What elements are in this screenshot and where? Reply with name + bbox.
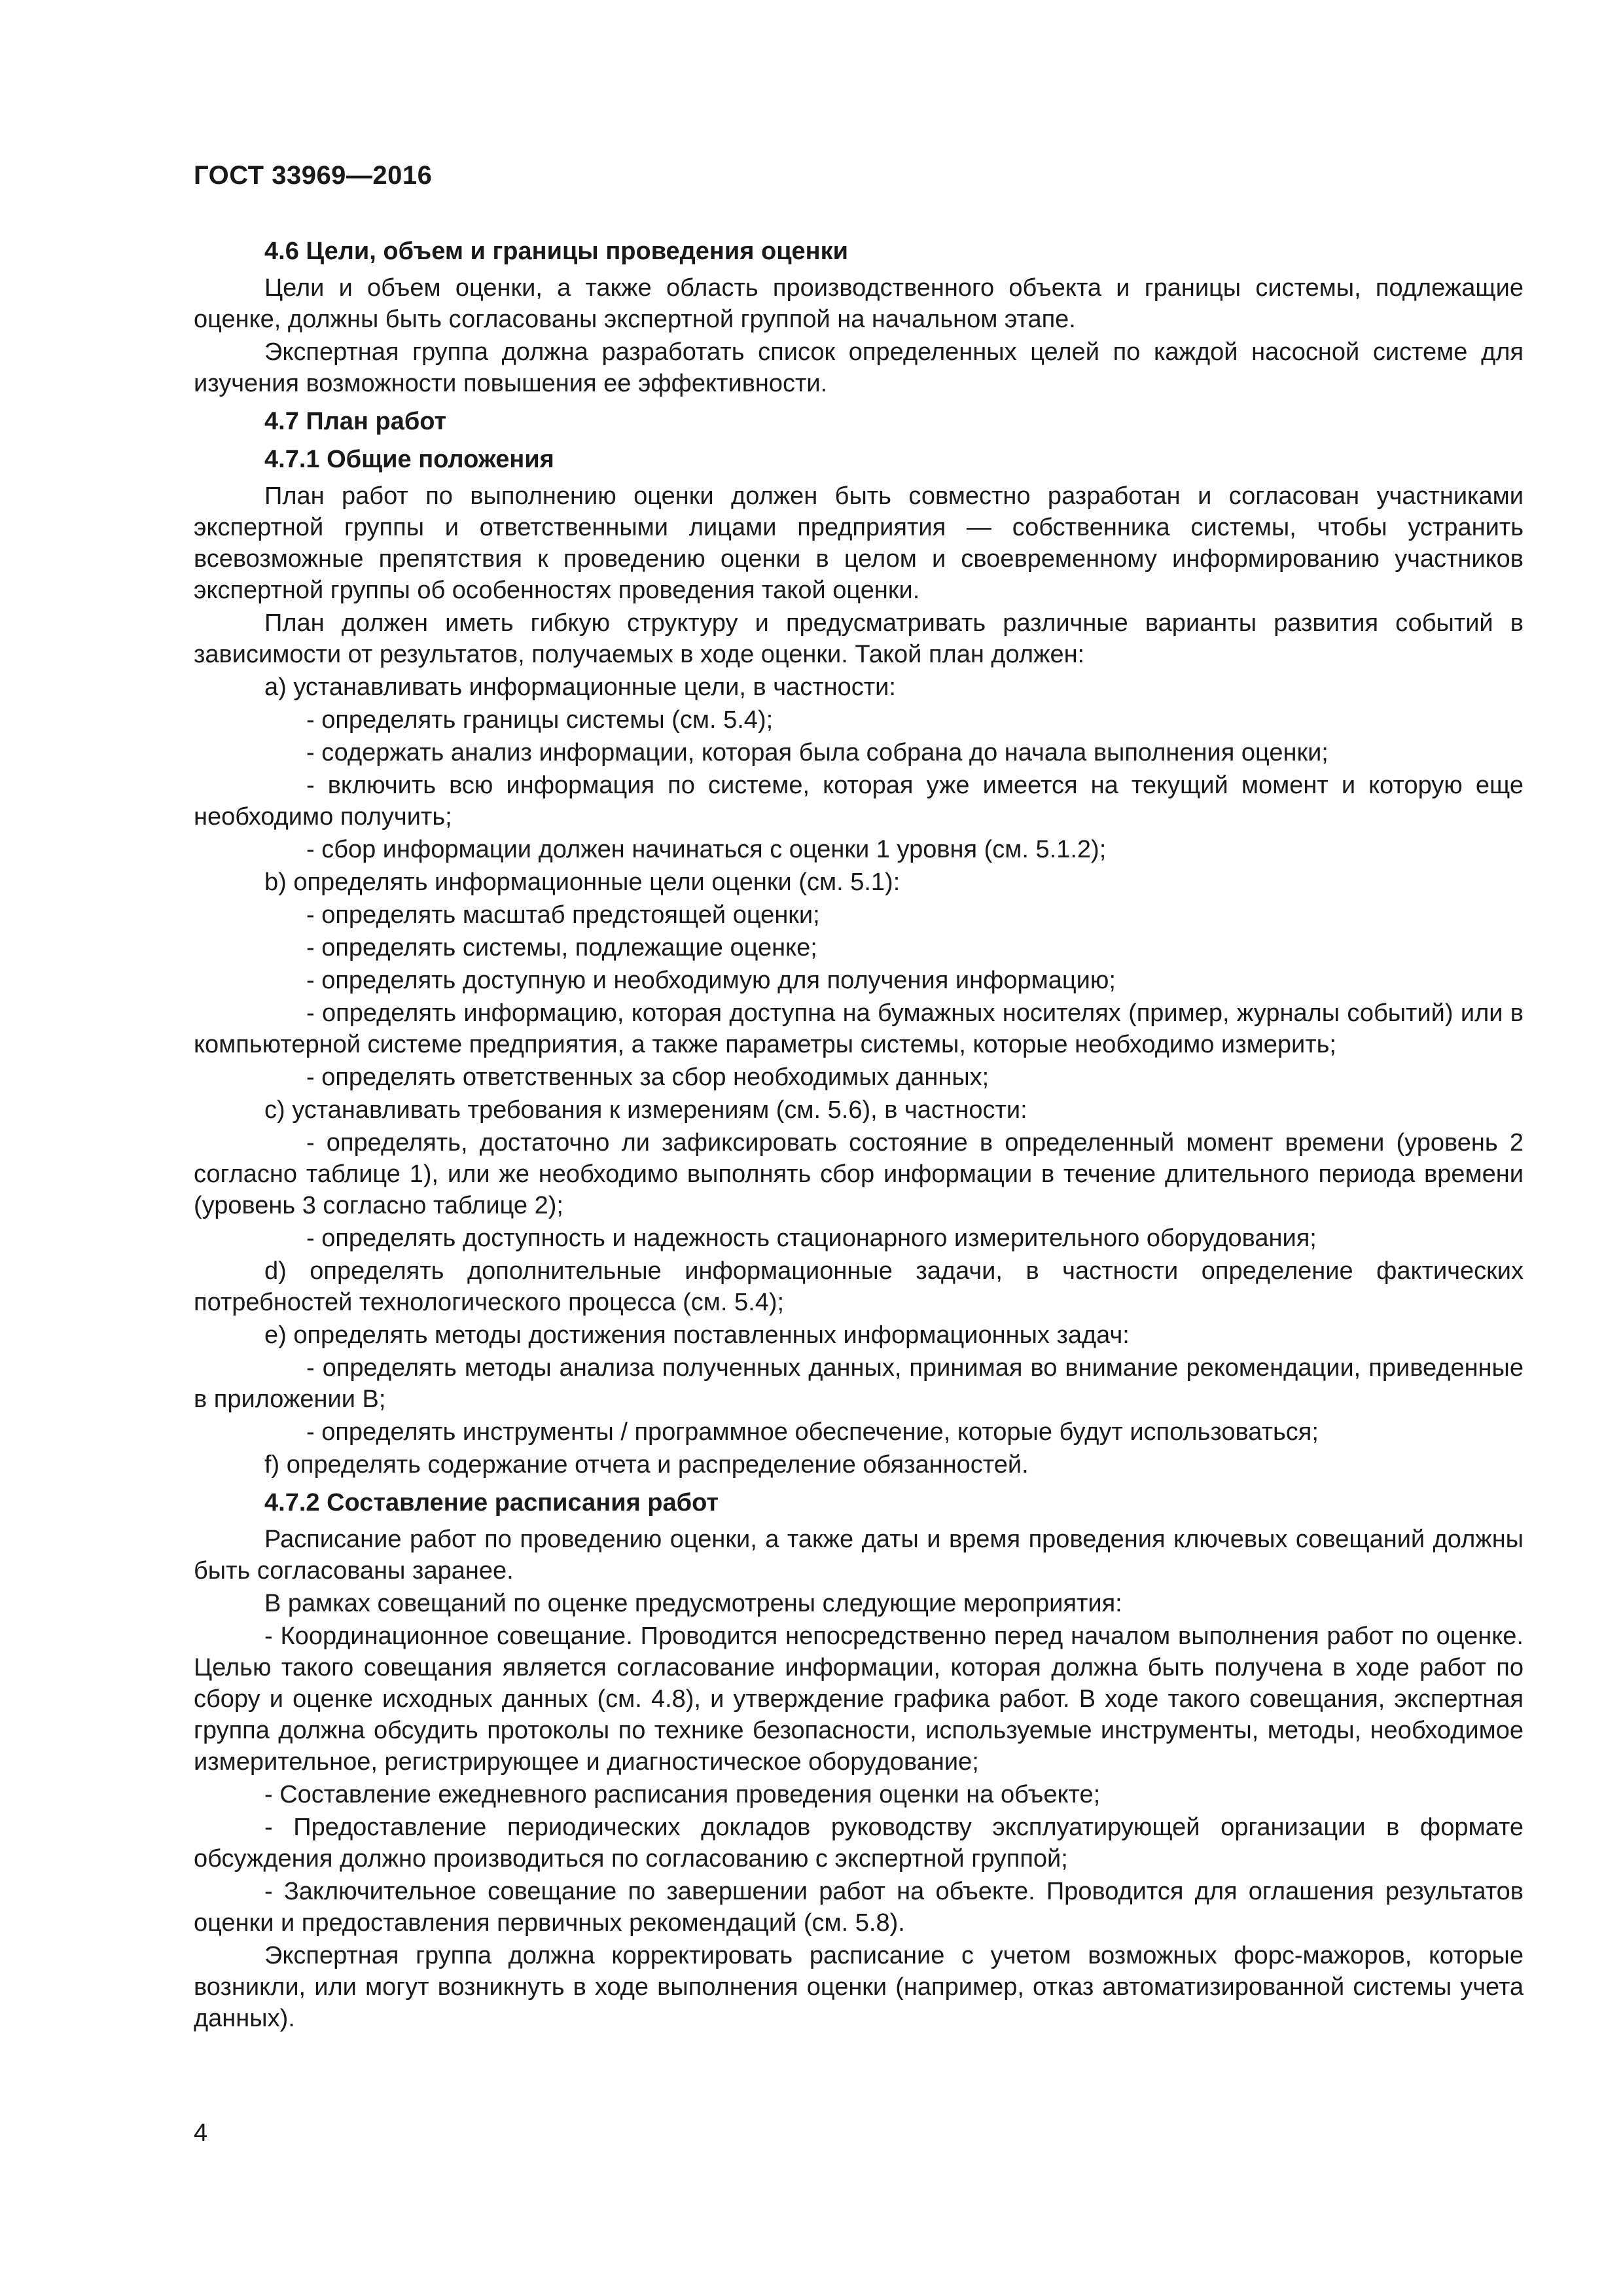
list-item: c) устанавливать требования к измерениям (см. 5.6), в частности: (264, 1096, 1027, 1124)
list-item: a) устанавливать информационные цели, в частности: (264, 673, 896, 701)
page-number: 4 (194, 2119, 208, 2147)
paragraph: - Составление ежедневного расписания проведения оценки на объекте; (264, 1781, 1101, 1808)
sub-list-item: - определять методы анализа полученных данных, принимая во внимание рекомендации, приведенные в приложении B; (194, 1354, 1524, 1413)
section-heading: 4.7 План работ (264, 408, 447, 435)
paragraph: Экспертная группа должна корректировать расписание с учетом возможных форс-мажоров, которые возникли, или могут возникнуть в ходе выполнения оценки (например, отказ автоматизированной системы учета данных). (194, 1942, 1524, 2032)
list-item: e) определять методы достижения поставленных информационных задач: (264, 1321, 1130, 1349)
sub-list-item: - определять масштаб предстоящей оценки; (306, 901, 820, 929)
sub-list-item: - сбор информации должен начинаться с оценки 1 уровня (см. 5.1.2); (306, 836, 1107, 863)
section-heading: 4.6 Цели, объем и границы проведения оценки (264, 238, 849, 265)
sub-list-item: - включить всю информация по системе, которая уже имеется на текущий момент и которую еще необходимо получить; (194, 772, 1524, 831)
sub-list-item: - определять ответственных за сбор необходимых данных; (306, 1064, 990, 1091)
paragraph: - Предоставление периодических докладов руководству эксплуатирующей организации в формате обсуждения должно производиться по согласованию с экспертной группой; (194, 1814, 1524, 1873)
list-item: d) определять дополнительные информационные задачи, в частности определение фактических потребностей технологического процесса (см. 5.4); (194, 1257, 1524, 1316)
section-heading: 4.7.2 Составление расписания работ (264, 1489, 719, 1516)
sub-list-item: - определять, достаточно ли зафиксировать состояние в определенный момент времени (уровень 2 согласно таблице 1), или же необходимо выполнять сбор информации в течение длительного периода времени (уровень 3 согласно таблице 2); (194, 1129, 1524, 1219)
paragraph: Экспертная группа должна разработать список определенных целей по каждой насосной системе для изучения возможности повышения ее эффективности. (194, 338, 1524, 397)
list-item: f) определять содержание отчета и распределение обязанностей. (264, 1451, 1029, 1479)
paragraph: Цели и объем оценки, а также область производственного объекта и границы системы, подлежащие оценке, должны быть согласованы экспертной группой на начальном этапе. (194, 274, 1524, 333)
paragraph: План работ по выполнению оценки должен быть совместно разработан и согласован участниками экспертной группы и ответственными лицами предприятия — собственника системы, чтобы устранить всевозможные препятствия к проведению оценки в целом и своевременному информированию участников экспертной группы об особенностях проведения такой оценки. (194, 482, 1524, 604)
section-heading: 4.7.1 Общие положения (264, 446, 554, 473)
paragraph: План должен иметь гибкую структуру и предусматривать различные варианты развития событий в зависимости от результатов, получаемых в ходе оценки. Такой план должен: (194, 609, 1524, 668)
sub-list-item: - определять системы, подлежащие оценке; (306, 934, 817, 961)
sub-list-item: - содержать анализ информации, которая была собрана до начала выполнения оценки; (306, 739, 1329, 766)
sub-list-item: - определять доступность и надежность стационарного измерительного оборудования; (306, 1225, 1317, 1252)
paragraph: - Заключительное совещание по завершении работ на объекте. Проводится для оглашения результатов оценки и предоставления первичных рекомендаций (см. 5.8). (194, 1878, 1524, 1937)
paragraph: Расписание работ по проведению оценки, а также даты и время проведения ключевых совещаний должны быть согласованы заранее. (194, 1526, 1524, 1585)
paragraph: В рамках совещаний по оценке предусмотрены следующие мероприятия: (264, 1590, 1122, 1617)
list-item: b) определять информационные цели оценки (см. 5.1): (264, 869, 901, 896)
document-body (194, 229, 1524, 2036)
sub-list-item: - определять доступную и необходимую для получения информацию; (306, 967, 1116, 994)
sub-list-item: - определять границы системы (см. 5.4); (306, 706, 774, 734)
paragraph: - Координационное совещание. Проводится непосредственно перед началом выполнения работ по оценке. Целью такого совещания является согласование информации, которая должна быть получена в ходе работ по сбору и оценке исходных данных (см. 4.8), и утверждение графика работ. В ходе такого совещания, экспертная группа должна обсудить протоколы по технике безопасности, используемые инструменты, методы, необходимое измерительное, регистрирующее и диагностическое оборудование; (194, 1623, 1524, 1776)
sub-list-item: - определять информацию, которая доступна на бумажных носителях (пример, журналы событий) или в компьютерной системе предприятия, а также параметры системы, которые необходимо измерить; (194, 999, 1524, 1058)
document-header: ГОСТ 33969—2016 (194, 161, 433, 190)
sub-list-item: - определять инструменты / программное обеспечение, которые будут использоваться; (306, 1418, 1319, 1446)
